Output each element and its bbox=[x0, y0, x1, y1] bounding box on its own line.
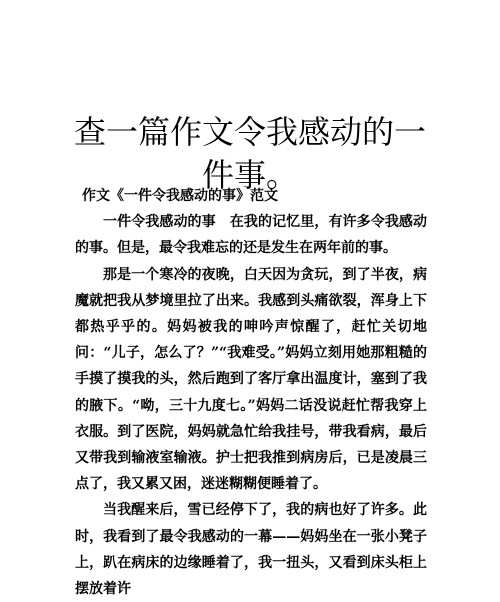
essay-subtitle: 作文《一件令我感动的事》范文 bbox=[82, 188, 278, 204]
essay-paragraph-1: 一件令我感动的事 在我的记忆里，有许多令我感动的事。但是，最令我难忘的还是发生在两年前的事。 bbox=[75, 214, 427, 257]
essay-paragraph-3: 当我醒来后，雪已经停下了，我的病也好了许多。此时，我看到了最令我感动的一幕——妈妈坐在一张小凳子上，趴在病床的边缘睡着了，我一扭头，又看到床头柜上摆放着许 bbox=[75, 502, 427, 598]
essay-paragraph-2: 那是一个寒冷的夜晚，白天因为贪玩，到了半夜，病魔就把我从梦境里拉了出来。我感到头痛欲裂，浑身上下都热乎乎的。妈妈被我的呻吟声惊醒了，赶忙关切地问：“儿子，怎么了？”“我难受。”妈妈立刻用她那粗糙的手摸了摸我的头，然后跑到了客厅拿出温度计，塞到了我的腋下。“呦，三十九度七。”妈妈二话没说赶忙帮我穿上衣服。到了医院，妈妈就急忙给我挂号，带我看病，最后又带我到输液室输液。护士把我推到病房后，已是凌晨三点了，我又累又困，迷迷糊糊便睡着了。 bbox=[75, 266, 427, 493]
essay-body bbox=[75, 183, 427, 602]
page-title: 查一篇作文令我感动的一件事。 bbox=[73, 113, 426, 195]
